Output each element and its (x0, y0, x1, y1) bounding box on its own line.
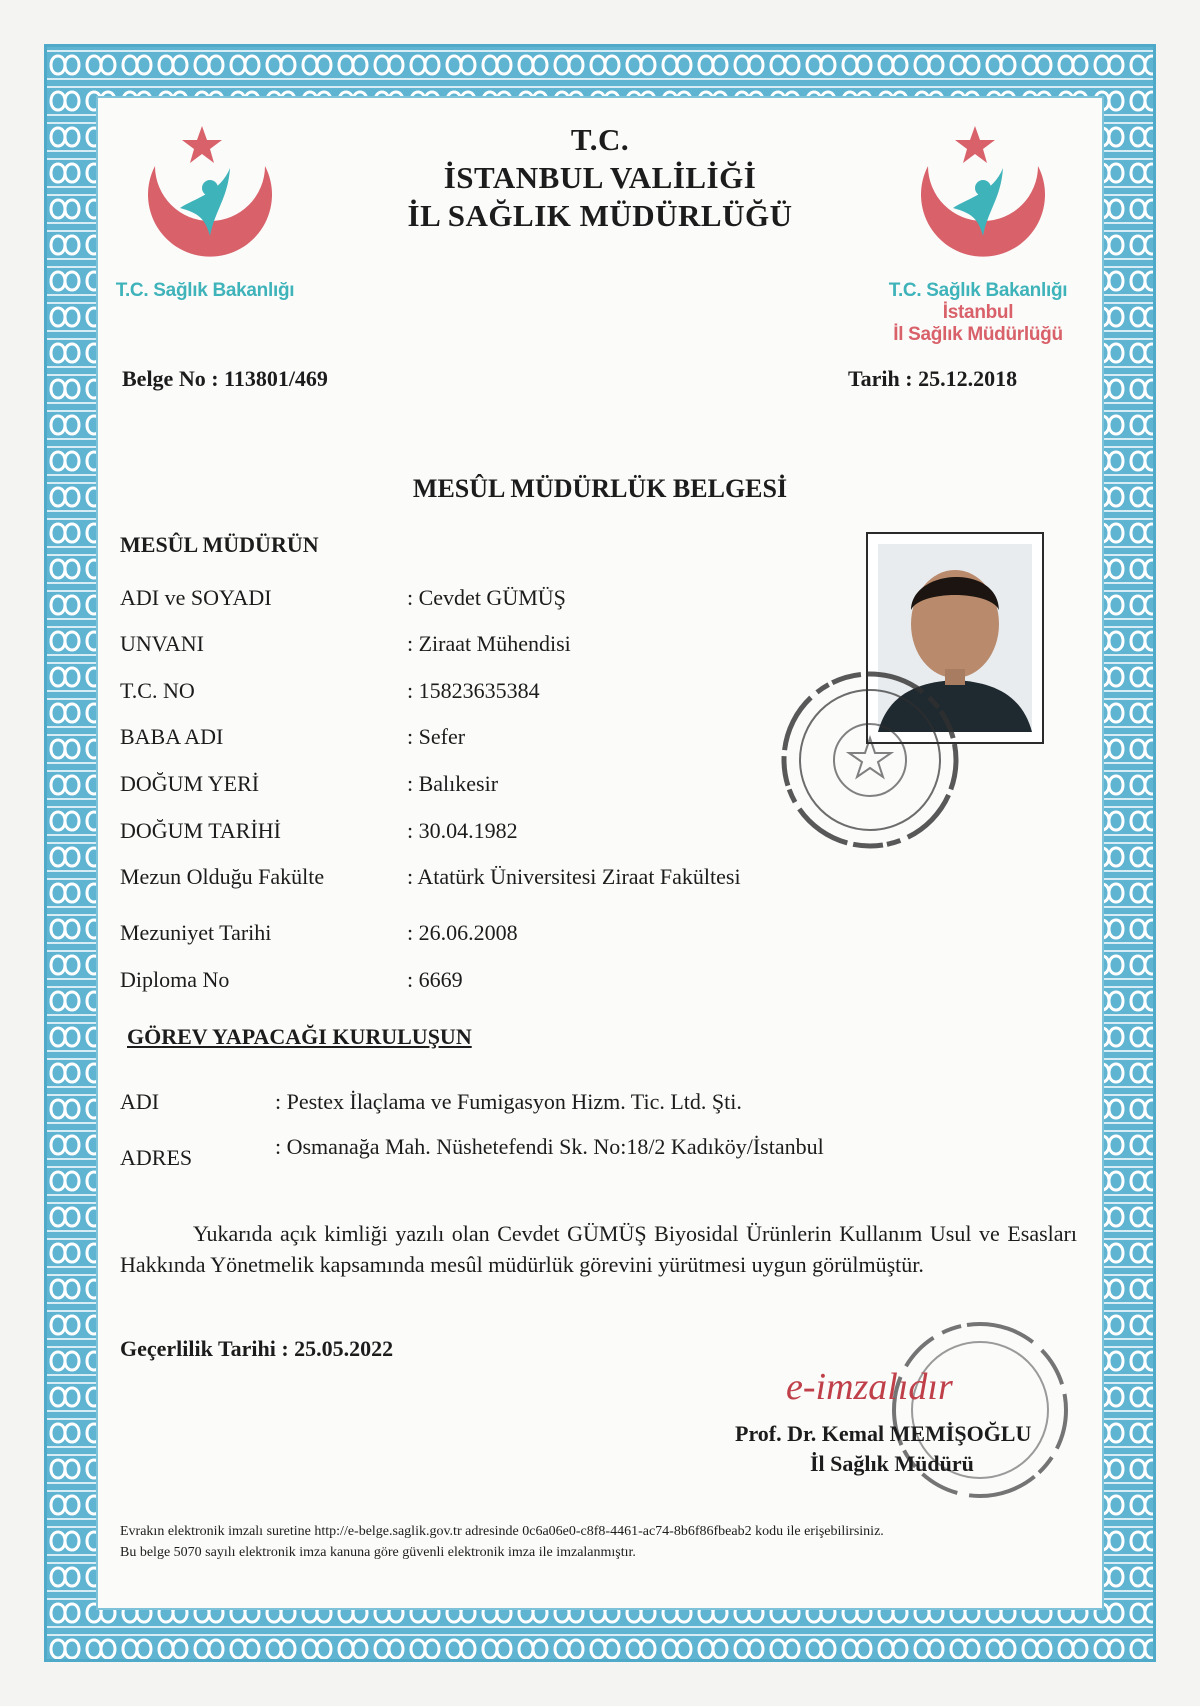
field-label-name: ADI ve SOYADI (120, 585, 272, 610)
signatory-name: Prof. Dr. Kemal MEMİŞOĞLU (735, 1421, 1032, 1446)
e-signature-mark: e-imzalıdır (786, 1366, 953, 1408)
crescent-star-icon (878, 118, 1078, 278)
footer-esignature-note: Bu belge 5070 sayılı elektronik imza kanuna göre güvenli elektronik imza ile imzalanmıştır. (120, 1545, 636, 1560)
field-value-father-name: : Sefer (407, 724, 466, 749)
field-value-name: : Cevdet GÜMÜŞ (407, 585, 566, 610)
header-tc: T.C. (570, 122, 630, 157)
section-heading-organization: GÖREV YAPACAĞI KURULUŞUN (127, 1024, 472, 1049)
document-date: Tarih : 25.12.2018 (848, 366, 1018, 391)
crescent-star-icon (110, 118, 300, 278)
logo-left-caption: T.C. Sağlık Bakanlığı (115, 280, 295, 301)
official-stamp-seal (770, 660, 970, 860)
section-heading-manager: MESÛL MÜDÜRÜN (120, 532, 319, 557)
field-value-faculty: : Atatürk Üniversitesi Ziraat Fakültesi (407, 864, 741, 889)
field-value-birthplace: : Balıkesir (407, 771, 499, 796)
org-label-address: ADRES (120, 1145, 193, 1170)
ministry-logo-left (110, 118, 300, 318)
field-label-tc-no: T.C. NO (120, 678, 195, 703)
field-label-diploma-no: Diploma No (120, 967, 230, 992)
approval-paragraph: Yukarıda açık kimliği yazılı olan Cevdet GÜMÜŞ Biyosidal Ürünlerin Kullanım Usul ve Esasları Hakkında Yönetmelik kapsamında mesûl müdürlük görevini yürütmesi uygun görülmüştür. (120, 1221, 1077, 1277)
header-mudurluk: İL SAĞLIK MÜDÜRLÜĞÜ (407, 198, 793, 233)
logo-right-caption-1: T.C. Sağlık Bakanlığı (888, 280, 1068, 301)
field-value-title: : Ziraat Mühendisi (407, 631, 571, 656)
field-value-tc-no: : 15823635384 (407, 678, 540, 703)
document-number: Belge No : 113801/469 (122, 366, 328, 391)
field-value-diploma-no: : 6669 (407, 967, 463, 992)
ministry-logo-right (878, 118, 1078, 358)
logo-right-caption-2: İstanbul (942, 302, 1014, 323)
signature-stamp-seal (880, 1310, 1080, 1520)
footer-verification-note: Evrakın elektronik imzalı suretine http://e-belge.saglik.gov.tr adresinde 0c6a06e0-c8f8-4461-ac74-8b6f86fbeab2 kodu ile erişebilirsiniz. (120, 1524, 884, 1539)
org-value-address: : Osmanağa Mah. Nüshetefendi Sk. No:18/2 Kadıköy/İstanbul (275, 1134, 824, 1159)
document-title: MESÛL MÜDÜRLÜK BELGESİ (412, 474, 788, 503)
field-value-birthdate: : 30.04.1982 (407, 818, 518, 843)
field-label-father-name: BABA ADI (120, 724, 224, 749)
field-label-graduation-date: Mezuniyet Tarihi (120, 920, 272, 945)
signatory-title: İl Sağlık Müdürü (810, 1451, 974, 1476)
validity-date: Geçerlilik Tarihi : 25.05.2022 (120, 1336, 394, 1361)
field-label-birthplace: DOĞUM YERİ (120, 771, 260, 796)
header-valilik: İSTANBUL VALİLİĞİ (443, 160, 757, 195)
logo-right-caption-3: İl Sağlık Müdürlüğü (893, 324, 1063, 345)
field-label-birthdate: DOĞUM TARİHİ (120, 818, 281, 843)
org-label-name: ADI (120, 1089, 160, 1114)
field-value-graduation-date: : 26.06.2008 (407, 920, 518, 945)
org-value-name: : Pestex İlaçlama ve Fumigasyon Hizm. Tic. Ltd. Şti. (275, 1089, 742, 1114)
field-label-title: UNVANI (120, 631, 204, 656)
field-label-faculty: Mezun Olduğu Fakülte (120, 864, 325, 889)
